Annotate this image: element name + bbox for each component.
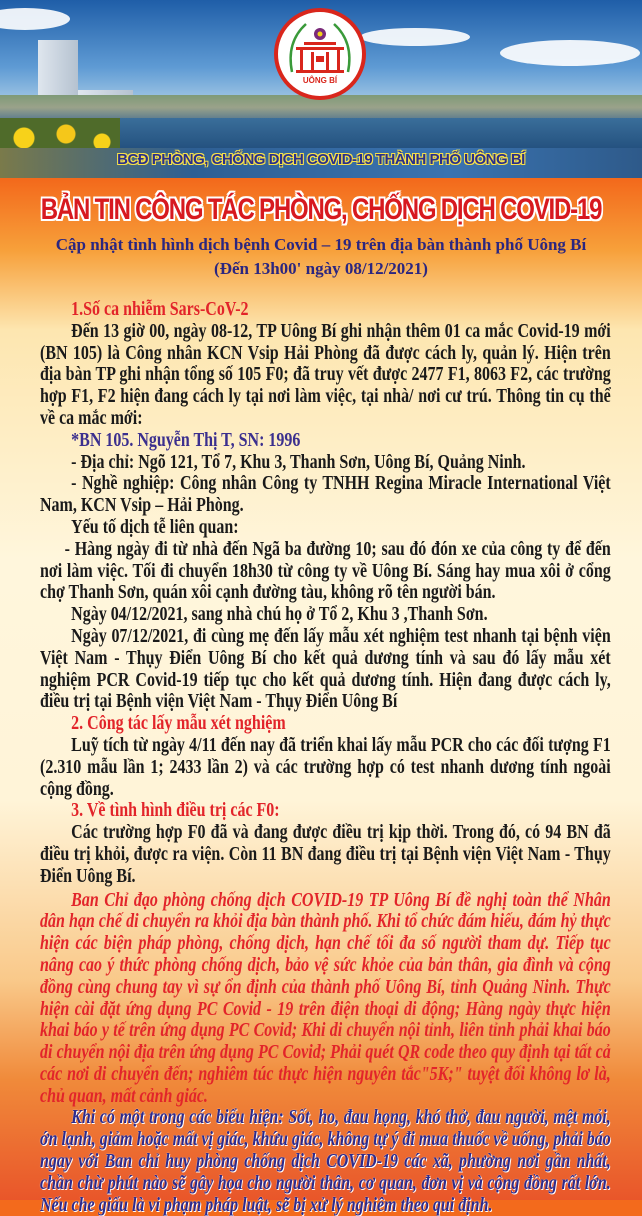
page-title: BẢN TIN CÔNG TÁC PHÒNG, CHỐNG DỊCH COVID-19	[40, 193, 602, 226]
committee-name: BCĐ PHÒNG, CHỐNG DỊCH COVID-19 THÀNH PHỐ UÔNG BÍ	[117, 151, 525, 168]
cloud	[0, 8, 70, 30]
section-3-body: Các trường hợp F0 đã và đang được điều trị kịp thời. Trong đó, có 94 BN đã điều trị khỏi, được ra viện. Còn 11 BN đang điều trị tại Bệnh viện Việt Nam - Thụy Điển Uông Bí.	[40, 822, 611, 887]
patient-job: - Nghề nghiệp: Công nhân Công ty TNHH Regina Miracle International Việt Nam, KCN Vsip – Hải Phòng.	[40, 473, 611, 517]
patient-heading: *BN 105. Nguyễn Thị T, SN: 1996	[71, 429, 301, 451]
uong-bi-logo	[274, 8, 366, 100]
section-2-heading: 2. Công tác lấy mẫu xét nghiệm	[71, 713, 286, 735]
cloud	[500, 40, 640, 66]
dec-07-note: Ngày 07/12/2021, đi cùng mẹ đến lấy mẫu xét nghiệm test nhanh tại bệnh viện Việt Nam - Thụy Điển Uông Bí cho kết quả dương tính và sau đó lấy mẫu xét nghiệm PCR Covid-19 tiếp tục cho kết quả dương tính. Hiện đang được cách ly, điều trị tại Bệnh viện Việt Nam - Thụy Điển Uông Bí	[40, 625, 611, 713]
daily-movement: - Hàng ngày đi từ nhà đến Ngã ba đường 10; sau đó đón xe của công ty để đến nơi làm việc. Tối đi chuyển 18h30 từ công ty về Uông Bí. Sáng hay mua xôi ở cổng chợ Thanh Sơn, quán xôi cạnh đường tàu, không rõ tên người bán.	[40, 538, 611, 604]
cloud	[360, 28, 470, 46]
section-3-heading: 3. Về tình hình điều trị các F0:	[71, 800, 280, 822]
section-1-heading: 1.Số ca nhiễm Sars-CoV-2	[71, 299, 249, 320]
section-1-intro: Đến 13 giờ 00, ngày 08-12, TP Uông Bí ghi nhận thêm 01 ca mắc Covid-19 mới (BN 105) là Công nhân KCN Vsip Hải Phòng đã được cách ly, quản lý. Hiện trên địa bàn TP ghi nhận tổng số 105 F0; đã truy vết được 2477 F1, 8063 F2, các trường hợp F1, F2 hiện đang cách ly tại nơi làm việc, tại nhà/ nơi cư trú. Thông tin cụ thể về ca mắc mới:	[40, 320, 611, 429]
yellow-flowers	[0, 118, 120, 150]
section-2-body: Luỹ tích từ ngày 4/11 đến nay đã triển khai lấy mẫu PCR cho các đối tượng F1 (2.310 mẫu lần 1; 2433 lần 2) và các trường hợp có test nhanh dương tính ngoài cộng đồng.	[40, 734, 611, 800]
patient-address: - Địa chỉ: Ngõ 121, Tổ 7, Khu 3, Thanh Sơn, Uông Bí, Quảng Ninh.	[71, 451, 526, 473]
report-date: (Đến 13h00' ngày 08/12/2021)	[214, 259, 428, 278]
bulletin-body	[40, 299, 611, 1216]
dec-04-note: Ngày 04/12/2021, sang nhà chú họ ở Tổ 2, Khu 3 ,Thanh Sơn.	[71, 604, 488, 626]
epidemiology-label: Yếu tố dịch tễ liên quan:	[71, 516, 239, 538]
symptoms-paragraph: Khi có một trong các biểu hiện: Sốt, ho, đau họng, khó thở, đau người, mệt mỏi, ớn lạnh, giảm hoặc mất vị giác, khứu giác, không tự ý đi mua thuốc về uống, phải báo ngay với Ban chỉ huy phòng chống dịch COVID-19 các xã, phường nơi gần nhất, chần chừ phút nào sẽ gây họa cho người thân, cơ quan, đơn vị và cộng đồng rất lớn. Nếu che giấu là vi phạm pháp luật, sẽ bị xử lý nghiêm theo qui định.	[40, 1107, 611, 1216]
subtitle: Cập nhật tình hình dịch bệnh Covid – 19 trên địa bàn thành phố Uông Bí	[55, 235, 587, 254]
appeal-paragraph: Ban Chỉ đạo phòng chống dịch COVID-19 TP Uông Bí đề nghị toàn thể Nhân dân hạn chế di chuyển ra khỏi địa bàn thành phố. Khi tổ chức đám hiếu, đám hỷ thực hiện các biện pháp phòng, chống dịch, hạn chế tối đa số người tham dự. Tiếp tục nâng cao ý thức phòng chống dịch, bảo vệ sức khỏe của bản thân, gia đình và cộng đồng cùng chung tay vì sự ổn định của thành phố Uông Bí, tỉnh Quảng Ninh. Thực hiện cài đặt ứng dụng PC Covid - 19 trên điện thoại di động; Hàng ngày thực hiện khai báo y tế trên ứng dụng PC Covid; Khi di chuyển nội tỉnh, liên tỉnh phải khai báo di chuyển nội địa trên ứng dụng PC Covid; Phải quét QR code theo quy định tại tất cả các nơi di chuyển đến; nghiêm túc thực hiện nguyên tắc"5K;" tuyệt đối không lơ là, chủ quan, mất cảnh giác.	[40, 889, 611, 1107]
logo-text: UÔNG BÍ	[302, 76, 338, 85]
